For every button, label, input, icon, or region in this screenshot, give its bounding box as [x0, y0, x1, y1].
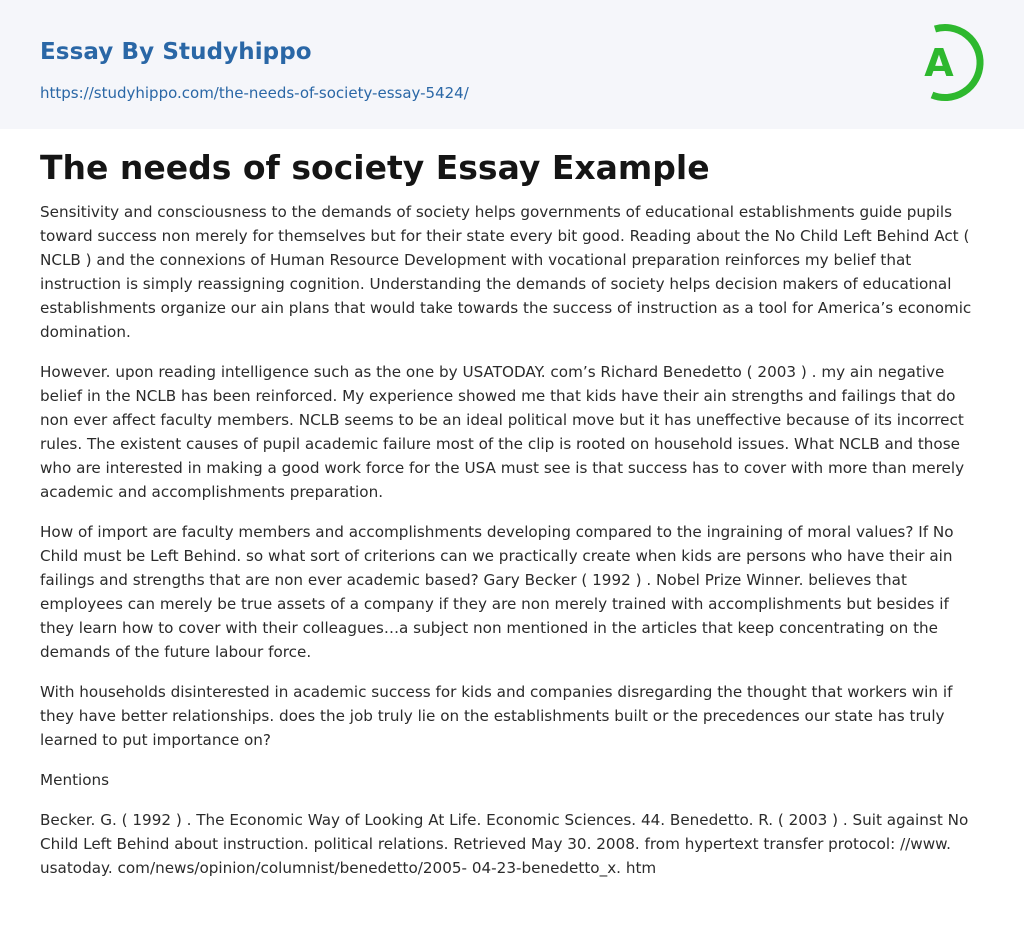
- site-header: [0, 0, 1024, 129]
- studyhippo-logo-icon[interactable]: [913, 20, 985, 104]
- paragraph-3: How of import are faculty members and accomplishments developing compared to the ingraining of moral values? If No Child must be Left Behind. so what sort of criterions can we practically create when kids are persons who have their ain failings and strengths that are non ever academic based? Gary Becker ( 1992 ) . Nobel Prize Winner. believes that employees can merely be true assets of a company if they are non merely trained with accomplishments but besides if they learn how to cover with their colleagues…a subject non mentioned in the articles that keep concentrating on the demands of the future labour force.: [40, 523, 954, 661]
- paragraph-4: With households disinterested in academic success for kids and companies disregarding the thought that workers win if they have better relationships. does the job truly lie on the establishments built or the precedences our state has truly learned to put importance on?: [40, 683, 953, 749]
- page-title: The needs of society Essay Example: [40, 148, 710, 187]
- paragraph-2: However. upon reading intelligence such as the one by USATODAY. com’s Richard Benedetto ( 2003 ) . my ain negative belief in the NCLB has been reinforced. My experience showed me that kids have their ain strengths and failings that do non ever affect faculty members. NCLB seems to be an ideal political move but it has uneffective because of its incorrect rules. The existent causes of pupil academic failure most of the clip is rooted on household issues. What NCLB and those who are interested in making a good work force for the USA must see is that success has to cover with more than merely academic and accomplishments preparation.: [40, 363, 965, 501]
- site-title[interactable]: Essay By Studyhippo: [40, 39, 312, 65]
- references-paragraph: Becker. G. ( 1992 ) . The Economic Way of Looking At Life. Economic Sciences. 44. Benedetto. R. ( 2003 ) . Suit against No Child Left Behind about instruction. political relations. Retrieved May 30. 2008. from hypertext transfer protocol: //www. usatoday. com/news/opinion/columnist/benedetto/2005- 04-23-benedetto_x. htm: [40, 811, 969, 877]
- paragraph-1: Sensitivity and consciousness to the demands of society helps governments of educational establishments guide pupils toward success non merely for themselves but for their state every bit good. Reading about the No Child Left Behind Act ( NCLB ) and the connexions of Human Resource Development with vocational preparation reinforces my belief that instruction is simply reassigning cognition. Understanding the demands of society helps decision makers of educational establishments organize our ain plans that would take towards the success of instruction as a tool for America’s economic domination.: [40, 203, 972, 341]
- logo-letter: A: [924, 41, 954, 85]
- article-body: [40, 148, 984, 896]
- essay-url-link[interactable]: https://studyhippo.com/the-needs-of-society-essay-5424/: [40, 84, 469, 102]
- mentions-heading: Mentions: [40, 771, 110, 789]
